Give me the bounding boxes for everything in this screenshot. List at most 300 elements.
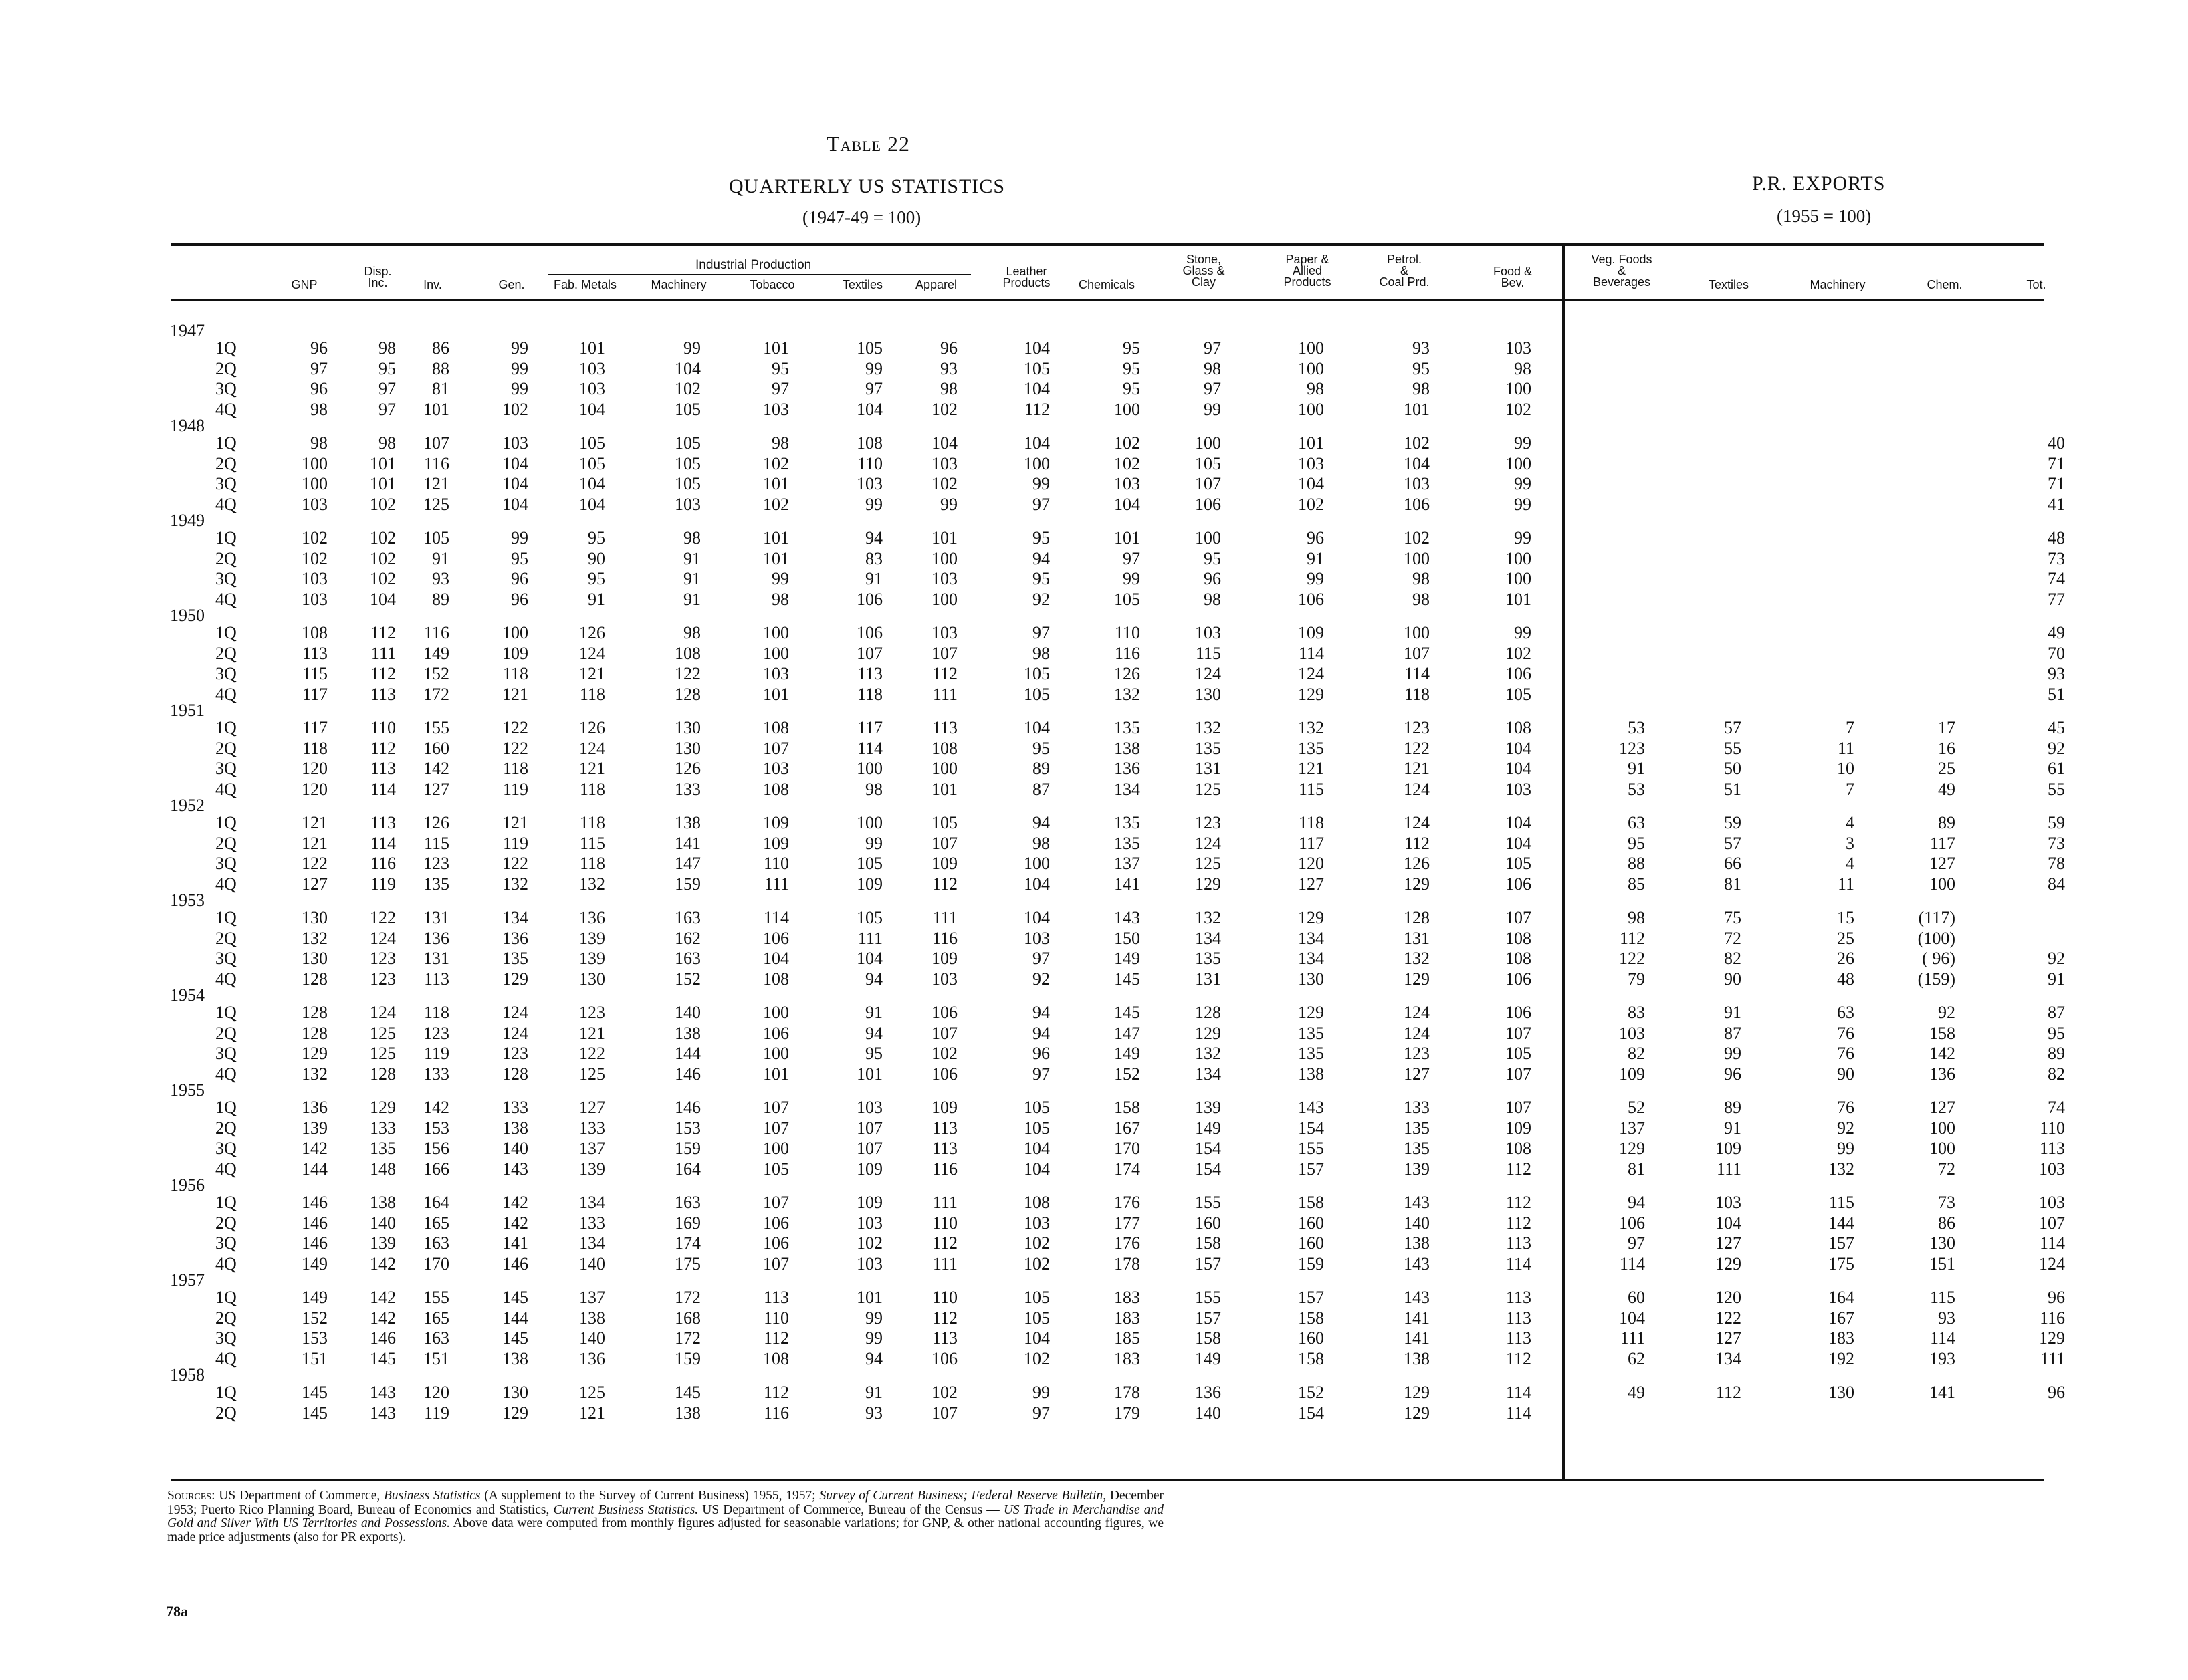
table-cell: 136 — [302, 1098, 328, 1117]
table-cell: 158 — [1195, 1328, 1221, 1348]
pr-table-cell: 96 — [1724, 1064, 1741, 1084]
table-cell: 95 — [1032, 738, 1050, 758]
pr-table-cell: 144 — [1828, 1213, 1854, 1233]
table-cell: 170 — [1114, 1138, 1140, 1158]
table-cell: 132 — [1114, 684, 1140, 704]
table-cell: 124 — [502, 1003, 528, 1022]
table-cell: 104 — [1505, 813, 1531, 832]
table-cell: 103 — [932, 569, 958, 588]
table-cell: 142 — [502, 1213, 528, 1233]
table-cell: 128 — [675, 684, 701, 704]
table-cell: 135 — [1114, 813, 1140, 832]
year-label: 1949 — [170, 511, 205, 530]
table-cell: 129 — [1195, 1023, 1221, 1043]
table-cell: 86 — [432, 338, 449, 358]
page-number: 78a — [166, 1603, 188, 1620]
table-cell: 146 — [675, 1064, 701, 1084]
table-cell: 107 — [763, 1118, 789, 1138]
table-cell: 98 — [1204, 358, 1221, 378]
table-cell: 97 — [1204, 379, 1221, 398]
table-cell: 142 — [423, 1098, 449, 1117]
table-cell: 143 — [370, 1383, 396, 1402]
table-cell: 135 — [1114, 833, 1140, 853]
table-cell: 106 — [1505, 1003, 1531, 1022]
table-cell: 141 — [502, 1233, 528, 1253]
pr-table-cell: 41 — [2048, 494, 2065, 514]
table-cell: 104 — [1024, 874, 1050, 894]
table-cell: 101 — [763, 474, 789, 493]
table-cell: 100 — [763, 643, 789, 663]
table-cell: 109 — [502, 643, 528, 663]
table-cell: 140 — [579, 1328, 605, 1348]
pr-table-cell: 86 — [1938, 1213, 1955, 1233]
table-cell: 91 — [683, 548, 701, 568]
table-cell: 93 — [865, 1403, 883, 1423]
table-cell: 111 — [857, 928, 883, 948]
table-cell: 108 — [763, 1348, 789, 1368]
table-cell: 104 — [1024, 908, 1050, 927]
table-cell: 104 — [579, 399, 605, 419]
pr-table-cell: 15 — [1837, 908, 1854, 927]
table-cell: 117 — [1298, 833, 1324, 853]
table-cell: 96 — [1204, 569, 1221, 588]
table-cell: 152 — [1298, 1383, 1324, 1402]
quarter-label: 3Q — [215, 1233, 237, 1253]
table-cell: 110 — [763, 854, 789, 873]
table-cell: 149 — [423, 643, 449, 663]
table-cell: 140 — [370, 1213, 396, 1233]
table-cell: 132 — [1195, 1044, 1221, 1063]
table-cell: 100 — [1298, 399, 1324, 419]
table-cell: 98 — [772, 589, 789, 609]
table-cell: 100 — [1404, 548, 1430, 568]
quarter-label: 4Q — [215, 1348, 237, 1368]
table-cell: 154 — [1195, 1159, 1221, 1179]
table-cell: 119 — [502, 779, 528, 799]
table-cell: 135 — [1298, 738, 1324, 758]
col-pr-tot: Tot. — [2026, 278, 2046, 291]
table-cell: 121 — [423, 474, 449, 493]
table-cell: 104 — [1114, 494, 1140, 514]
pr-table-cell: 111 — [1620, 1328, 1645, 1348]
col-gnp: GNP — [291, 278, 318, 291]
pr-table-cell: 60 — [1628, 1288, 1645, 1307]
table-cell: 104 — [763, 949, 789, 968]
table-cell: 114 — [1404, 664, 1430, 683]
pr-table-cell: 130 — [1828, 1383, 1854, 1402]
table-cell: 153 — [423, 1118, 449, 1138]
pr-table-cell: 157 — [1828, 1233, 1854, 1253]
table-cell: 98 — [1412, 589, 1430, 609]
pr-table-cell: 113 — [2039, 1138, 2065, 1158]
pr-table-cell: 141 — [1929, 1383, 1955, 1402]
table-cell: 100 — [763, 1138, 789, 1158]
table-cell: 118 — [579, 684, 605, 704]
table-cell: 135 — [1298, 1044, 1324, 1063]
table-cell: 155 — [423, 718, 449, 737]
table-cell: 103 — [302, 589, 328, 609]
table-cell: 112 — [1024, 399, 1050, 419]
table-cell: 99 — [511, 338, 528, 358]
table-cell: 145 — [502, 1328, 528, 1348]
pr-table-cell: 73 — [2048, 833, 2065, 853]
table-cell: 127 — [423, 779, 449, 799]
table-cell: 122 — [502, 718, 528, 737]
table-cell: 102 — [857, 1233, 883, 1253]
quarter-label: 4Q — [215, 969, 237, 989]
table-cell: 149 — [1114, 949, 1140, 968]
table-cell: 114 — [1505, 1253, 1531, 1274]
table-cell: 159 — [675, 1138, 701, 1158]
table-cell: 138 — [502, 1348, 528, 1368]
table-cell: 110 — [932, 1288, 958, 1307]
col-fab-metals: Fab. Metals — [553, 278, 617, 291]
table-cell: 83 — [865, 548, 883, 568]
table-cell: 120 — [302, 759, 328, 778]
table-cell: 134 — [1114, 779, 1140, 799]
table-cell: 163 — [423, 1328, 449, 1348]
pr-table-cell: 52 — [1628, 1098, 1645, 1117]
sources-text: (A supplement to the Survey of Current Business) 1955, 1957; — [480, 1489, 820, 1503]
table-cell: 90 — [588, 548, 605, 568]
col-food-bev: Food & Bev. — [1493, 265, 1533, 289]
table-cell: 91 — [865, 1003, 883, 1022]
table-cell: 100 — [1505, 548, 1531, 568]
pr-table-cell: 103 — [2039, 1193, 2065, 1212]
table-cell: 112 — [1505, 1159, 1531, 1179]
table-cell: 178 — [1114, 1253, 1140, 1274]
col-pr-textiles: Textiles — [1708, 278, 1749, 291]
table-cell: 119 — [423, 1403, 449, 1423]
table-cell: 102 — [502, 399, 528, 419]
table-cell: 108 — [1505, 928, 1531, 948]
table-cell: 96 — [511, 569, 528, 588]
table-cell: 99 — [1514, 528, 1531, 548]
table-cell: 131 — [423, 908, 449, 927]
table-cell: 102 — [370, 494, 396, 514]
table-cell: 102 — [932, 399, 958, 419]
table-cell: 118 — [423, 1003, 449, 1022]
table-cell: 102 — [302, 548, 328, 568]
table-cell: 98 — [1307, 379, 1324, 398]
table-cell: 103 — [1404, 474, 1430, 493]
us-statistics-title: QUARTERLY US STATISTICS — [729, 175, 1006, 197]
table-cell: 99 — [1307, 569, 1324, 588]
table-cell: 118 — [579, 813, 605, 832]
table-cell: 167 — [1114, 1118, 1140, 1138]
table-cell: 113 — [423, 969, 449, 989]
table-cell: 112 — [763, 1328, 789, 1348]
table-cell: 135 — [423, 874, 449, 894]
table-cell: 95 — [1032, 528, 1050, 548]
table-cell: 142 — [370, 1308, 396, 1328]
quarter-label: 2Q — [215, 1403, 237, 1423]
table-cell: 103 — [857, 1098, 883, 1117]
table-cell: 124 — [579, 738, 605, 758]
table-cell: 176 — [1114, 1233, 1140, 1253]
table-cell: 106 — [1404, 494, 1430, 514]
col-disp-inc: Disp. Inc. — [364, 265, 392, 289]
quarter-label: 1Q — [215, 718, 237, 737]
pr-table-cell: 78 — [2048, 854, 2065, 873]
pr-table-cell: 82 — [1724, 949, 1741, 968]
table-cell: 109 — [1298, 623, 1324, 642]
table-cell: 138 — [1404, 1233, 1430, 1253]
table-cell: 122 — [1404, 738, 1430, 758]
pr-table-cell: 175 — [1828, 1253, 1854, 1274]
table-cell: 121 — [579, 759, 605, 778]
table-cell: 121 — [1298, 759, 1324, 778]
col-machinery: Machinery — [651, 278, 707, 291]
table-cell: 102 — [370, 528, 396, 548]
table-cell: 128 — [1195, 1003, 1221, 1022]
table-cell: 160 — [1298, 1233, 1324, 1253]
table-cell: 113 — [370, 759, 396, 778]
table-cell: 95 — [1412, 358, 1430, 378]
table-cell: 129 — [302, 1044, 328, 1063]
pr-table-cell: 55 — [1724, 738, 1741, 758]
year-label: 1953 — [170, 890, 205, 910]
table-cell: 107 — [763, 738, 789, 758]
table-cell: 98 — [310, 433, 328, 453]
table-cell: 118 — [502, 664, 528, 683]
sources-italic: Business Statistics — [384, 1489, 481, 1503]
table-cell: 163 — [675, 949, 701, 968]
table-cell: 114 — [1298, 643, 1324, 663]
table-cell: 107 — [857, 1138, 883, 1158]
table-cell: 135 — [1195, 949, 1221, 968]
pr-table-cell: 76 — [1837, 1098, 1854, 1117]
table-cell: 135 — [1404, 1138, 1430, 1158]
table-cell: 131 — [1195, 969, 1221, 989]
table-cell: 131 — [1195, 759, 1221, 778]
table-cell: 95 — [378, 358, 396, 378]
table-cell: 121 — [579, 664, 605, 683]
table-cell: 106 — [1505, 664, 1531, 683]
pr-table-cell: 71 — [2048, 453, 2065, 473]
table-cell: 100 — [932, 589, 958, 609]
table-cell: 99 — [1204, 399, 1221, 419]
table-cell: 103 — [1024, 928, 1050, 948]
table-cell: 101 — [370, 474, 396, 493]
table-cell: 143 — [1404, 1288, 1430, 1307]
table-cell: 112 — [1505, 1348, 1531, 1368]
quarter-label: 1Q — [215, 338, 237, 358]
pr-table-cell: 11 — [1837, 874, 1854, 894]
pr-table-cell: 91 — [1724, 1003, 1741, 1022]
table-cell: 105 — [675, 474, 701, 493]
table-cell: 133 — [1404, 1098, 1430, 1117]
pr-table-cell: 127 — [1715, 1233, 1741, 1253]
pr-table-cell: 92 — [1837, 1118, 1854, 1138]
table-cell: 97 — [378, 399, 396, 419]
table-cell: 140 — [1195, 1403, 1221, 1423]
table-cell: 104 — [502, 453, 528, 473]
table-cell: 152 — [302, 1308, 328, 1328]
table-cell: 97 — [1032, 949, 1050, 968]
quarter-label: 4Q — [215, 684, 237, 704]
table-cell: 147 — [675, 854, 701, 873]
table-cell: 104 — [1404, 453, 1430, 473]
table-cell: 114 — [370, 833, 396, 853]
table-cell: 123 — [1404, 718, 1430, 737]
table-cell: 98 — [1412, 379, 1430, 398]
table-cell: 100 — [763, 1003, 789, 1022]
table-cell: 125 — [370, 1044, 396, 1063]
table-cell: 105 — [423, 528, 449, 548]
table-cell: 114 — [763, 908, 789, 927]
table-cell: 97 — [1032, 623, 1050, 642]
pr-table-cell: 50 — [1724, 759, 1741, 778]
table-cell: 124 — [1298, 664, 1324, 683]
table-cell: 107 — [1505, 908, 1531, 927]
table-cell: 92 — [1032, 589, 1050, 609]
table-cell: 112 — [932, 874, 958, 894]
table-cell: 160 — [1298, 1213, 1324, 1233]
pr-table-cell: 26 — [1837, 949, 1854, 968]
bottom-rule — [171, 1479, 2044, 1481]
quarter-label: 3Q — [215, 949, 237, 968]
table-cell: 122 — [502, 854, 528, 873]
table-cell: 112 — [763, 1383, 789, 1402]
table-cell: 108 — [1505, 1138, 1531, 1158]
col-chemicals: Chemicals — [1078, 278, 1135, 291]
pr-table-cell: 167 — [1828, 1308, 1854, 1328]
table-cell: 107 — [1195, 474, 1221, 493]
table-cell: 160 — [1195, 1213, 1221, 1233]
table-cell: 87 — [1032, 779, 1050, 799]
pr-table-cell: 84 — [2048, 874, 2065, 894]
table-cell: 113 — [370, 684, 396, 704]
table-cell: 130 — [675, 718, 701, 737]
pr-table-cell: 76 — [1837, 1044, 1854, 1063]
table-cell: 113 — [932, 718, 958, 737]
year-label: 1952 — [170, 796, 205, 815]
table-cell: 114 — [1505, 1403, 1531, 1423]
table-cell: 100 — [1404, 623, 1430, 642]
table-cell: 118 — [502, 759, 528, 778]
pr-table-cell: 49 — [1628, 1383, 1645, 1402]
table-cell: 103 — [302, 494, 328, 514]
sources-note — [167, 1489, 1164, 1544]
pr-table-cell: 193 — [1929, 1348, 1955, 1368]
table-cell: 108 — [1024, 1193, 1050, 1212]
sources-italic: Survey of Current Business; Federal Reserve Bulletin, — [819, 1489, 1107, 1503]
table-cell: 164 — [675, 1159, 701, 1179]
pr-table-cell: 49 — [1938, 779, 1955, 799]
pr-table-cell: 89 — [1724, 1098, 1741, 1117]
quarter-label: 3Q — [215, 379, 237, 398]
table-cell: 107 — [423, 433, 449, 453]
table-cell: 175 — [675, 1253, 701, 1274]
pr-table-cell: 122 — [1715, 1308, 1741, 1328]
table-cell: 97 — [1032, 1403, 1050, 1423]
pr-table-cell: 85 — [1628, 874, 1645, 894]
table-cell: 108 — [763, 779, 789, 799]
table-cell: 185 — [1114, 1328, 1140, 1348]
pr-table-cell: 115 — [1828, 1193, 1854, 1212]
table-cell: 177 — [1114, 1213, 1140, 1233]
table-cell: 102 — [763, 494, 789, 514]
quarter-label: 2Q — [215, 1308, 237, 1328]
table-cell: 113 — [1505, 1288, 1531, 1307]
table-cell: 121 — [579, 1023, 605, 1043]
table-cell: 103 — [579, 358, 605, 378]
table-cell: 101 — [932, 779, 958, 799]
table-cell: 106 — [932, 1064, 958, 1084]
table-cell: 107 — [932, 643, 958, 663]
table-cell: 121 — [302, 813, 328, 832]
table-cell: 116 — [423, 453, 449, 473]
pr-table-cell: 103 — [1619, 1023, 1645, 1043]
pr-table-cell: 96 — [2048, 1383, 2065, 1402]
table-cell: 111 — [370, 643, 396, 663]
table-cell: 105 — [1024, 664, 1050, 683]
table-cell: 138 — [1404, 1348, 1430, 1368]
table-cell: 124 — [1404, 779, 1430, 799]
table-cell: 155 — [1298, 1138, 1324, 1158]
table-cell: 115 — [1298, 779, 1324, 799]
table-cell: 115 — [302, 664, 328, 683]
quarter-label: 3Q — [215, 1044, 237, 1063]
quarter-label: 4Q — [215, 1159, 237, 1179]
table-cell: 100 — [1298, 338, 1324, 358]
table-cell: 120 — [1298, 854, 1324, 873]
table-cell: 107 — [857, 1118, 883, 1138]
table-cell: 103 — [932, 623, 958, 642]
table-cell: 130 — [1195, 684, 1221, 704]
table-cell: 105 — [1505, 684, 1531, 704]
col-petrol: Petrol. & Coal Prd. — [1379, 253, 1430, 289]
pr-table-cell: 90 — [1837, 1064, 1854, 1084]
table-cell: 123 — [423, 1023, 449, 1043]
sources-label: Sources: — [167, 1489, 215, 1503]
table-cell: 124 — [1404, 813, 1430, 832]
pr-table-cell: 91 — [1724, 1118, 1741, 1138]
table-cell: 105 — [1024, 684, 1050, 704]
table-cell: 99 — [865, 494, 883, 514]
table-cell: 122 — [579, 1044, 605, 1063]
table-cell: 139 — [1404, 1159, 1430, 1179]
table-cell: 132 — [1404, 949, 1430, 968]
pr-table-cell: 93 — [1938, 1308, 1955, 1328]
table-cell: 96 — [940, 338, 958, 358]
table-cell: 108 — [1505, 949, 1531, 968]
table-cell: 157 — [1195, 1253, 1221, 1274]
table-cell: 125 — [423, 494, 449, 514]
pr-table-cell: 89 — [1938, 813, 1955, 832]
table-cell: 103 — [675, 494, 701, 514]
table-cell: 91 — [683, 589, 701, 609]
table-cell: 133 — [370, 1118, 396, 1138]
table-cell: 143 — [1114, 908, 1140, 927]
col-leather: Leather Products — [1002, 265, 1051, 289]
table-cell: 157 — [1298, 1159, 1324, 1179]
table-cell: 109 — [932, 1098, 958, 1117]
pr-table-cell: 183 — [1828, 1328, 1854, 1348]
table-cell: 125 — [370, 1023, 396, 1043]
table-cell: 126 — [423, 813, 449, 832]
table-cell: 107 — [932, 833, 958, 853]
table-cell: 101 — [857, 1288, 883, 1307]
table-cell: 105 — [579, 433, 605, 453]
table-cell: 129 — [1298, 908, 1324, 927]
table-cell: 112 — [932, 664, 958, 683]
table-cell: 102 — [1404, 528, 1430, 548]
pr-table-cell: 110 — [2039, 1118, 2065, 1138]
table-cell: 102 — [370, 569, 396, 588]
table-cell: 137 — [579, 1288, 605, 1307]
